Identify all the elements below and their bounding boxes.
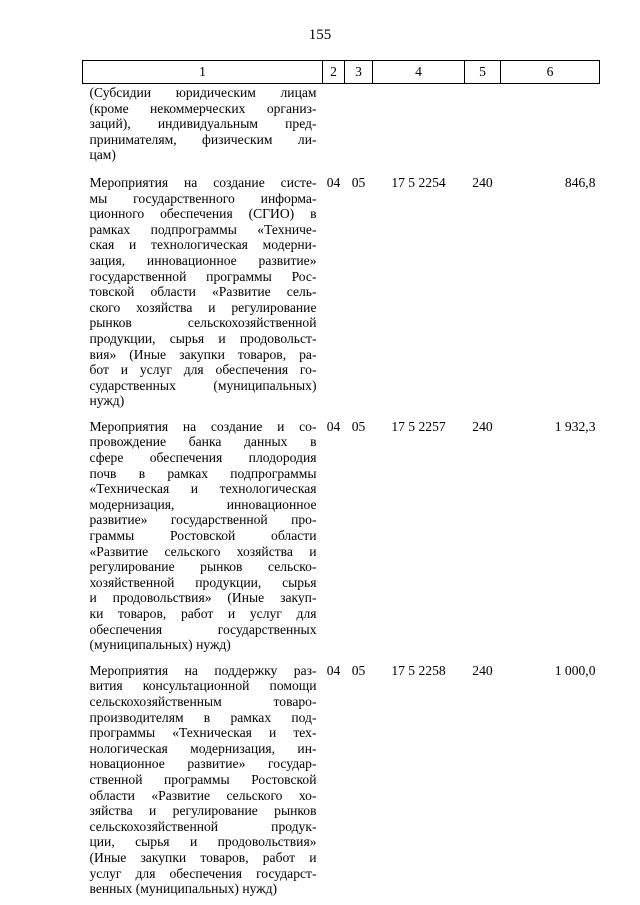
row-rz: 04	[326, 662, 341, 678]
page-number: 155	[308, 27, 332, 43]
row-rz: 04	[326, 418, 341, 434]
row-rz: 04	[326, 174, 341, 190]
table-row	[83, 173, 600, 417]
description-line: (кроме некоммерческих организ-	[89, 100, 317, 116]
row-description	[83, 173, 323, 417]
description-line: вития консультационной помощи	[89, 678, 317, 694]
row-amount: 846,8	[564, 174, 596, 190]
description-line: рамках подпрограммы «Техниче-	[89, 221, 317, 237]
description-line: ционного обеспечения (СГИО) в	[89, 206, 317, 222]
description-line: вия» (Иные закупки товаров, ра-	[89, 346, 317, 362]
table-row	[83, 417, 600, 661]
description-line: области «Развитие сельского хо-	[89, 787, 317, 803]
row-amount: 1 000,0	[554, 662, 596, 678]
row-csr: 17 5 2258	[391, 662, 446, 678]
row-amount: 1 932,3	[554, 418, 596, 434]
description-line: производителям в рамках под-	[89, 709, 317, 725]
description-line: новационное развитие» государ-	[89, 756, 317, 772]
row-pr: 05	[351, 174, 366, 190]
description-line: рынков сельскохозяйственной	[89, 315, 317, 331]
description-line: регулирование рынков сельско-	[89, 559, 317, 575]
description-line: ции, сырья и продовольствия»	[89, 834, 317, 850]
description-line: Мероприятия на создание систе-	[89, 174, 317, 190]
description-line: Мероприятия на создание и со-	[89, 418, 317, 434]
description-line: продукции, сырья и продовольст-	[89, 330, 317, 346]
row-pr: 05	[351, 418, 366, 434]
description-line: услуг для обеспечения государст-	[89, 865, 317, 881]
description-line: ки товаров, работ и услуг для	[89, 606, 317, 621]
description-line: товской области «Развитие сель-	[89, 284, 317, 300]
table-row	[83, 84, 600, 173]
description-line: мы государственного информа-	[89, 190, 317, 206]
description-line: обеспечения государственных	[89, 621, 317, 637]
column-header-6: 6	[501, 61, 600, 84]
description-line: развитие» государственной про-	[89, 512, 317, 528]
row-amount	[501, 84, 600, 173]
description-line: программы «Техническая и тех-	[89, 725, 317, 741]
description-line: ского хозяйства и регулирование	[89, 299, 317, 315]
table-header-row	[83, 61, 600, 84]
row-description	[83, 661, 323, 905]
row-vr: 240	[472, 662, 493, 678]
description-line: провождение банка данных в	[89, 434, 317, 450]
description-line: ская и технологическая модерни-	[89, 237, 317, 253]
description-line: ственной программы Ростовской	[89, 771, 317, 787]
column-header-3: 3	[345, 61, 373, 84]
description-line: (муниципальных) нужд)	[89, 637, 231, 653]
row-csr: 17 5 2254	[391, 174, 446, 190]
column-header-4: 4	[373, 61, 465, 84]
row-description	[83, 417, 323, 661]
description-line: сударственных (муниципальных)	[89, 377, 317, 393]
description-line: цам)	[89, 147, 116, 163]
description-line: бот и услуг для обеспечения го-	[89, 362, 317, 378]
description-line: Мероприятия на поддержку раз-	[89, 662, 317, 678]
row-csr: 17 5 2257	[391, 418, 446, 434]
column-header-5: 5	[465, 61, 501, 84]
description-line: заций), индивидуальным пред-	[89, 116, 317, 132]
description-line: нужд)	[89, 393, 125, 409]
row-pr: 05	[351, 662, 366, 678]
description-line: (Иные закупки товаров, работ и	[89, 849, 317, 865]
row-csr	[373, 84, 465, 173]
description-line: венных (муниципальных) нужд)	[89, 881, 278, 897]
description-line: (Субсидии юридическим лицам	[89, 85, 317, 100]
description-line: почв в рамках подпрограммы	[89, 465, 317, 481]
description-line: хозяйственной продукции, сырья	[89, 574, 317, 590]
description-line: модернизация, инновационное	[89, 496, 317, 512]
description-line: принимателям, физическим ли-	[89, 131, 317, 147]
description-line: «Техническая и технологическая	[89, 481, 317, 497]
description-line: зяйства и регулирование рынков	[89, 803, 317, 819]
column-header-2: 2	[323, 61, 345, 84]
budget-table	[82, 60, 600, 905]
row-vr	[465, 84, 501, 173]
row-pr	[345, 84, 373, 173]
description-line: «Развитие сельского хозяйства и	[89, 543, 317, 559]
description-line: и продовольствия» (Иные закуп-	[89, 590, 317, 606]
row-description	[83, 84, 323, 173]
row-vr: 240	[472, 174, 493, 190]
row-vr: 240	[472, 418, 493, 434]
column-header-1: 1	[83, 61, 323, 84]
description-line: сельскохозяйственным товаро-	[89, 693, 317, 709]
description-line: нологическая модернизация, ин-	[89, 740, 317, 756]
description-line: граммы Ростовской области	[89, 528, 317, 544]
row-rz	[323, 84, 345, 173]
description-line: сфере обеспечения плодородия	[89, 450, 317, 466]
description-line: сельскохозяйственной продук-	[89, 818, 317, 834]
table-row	[83, 661, 600, 905]
description-line: зация, инновационное развитие»	[89, 252, 317, 268]
description-line: государственной программы Рос-	[89, 268, 317, 284]
